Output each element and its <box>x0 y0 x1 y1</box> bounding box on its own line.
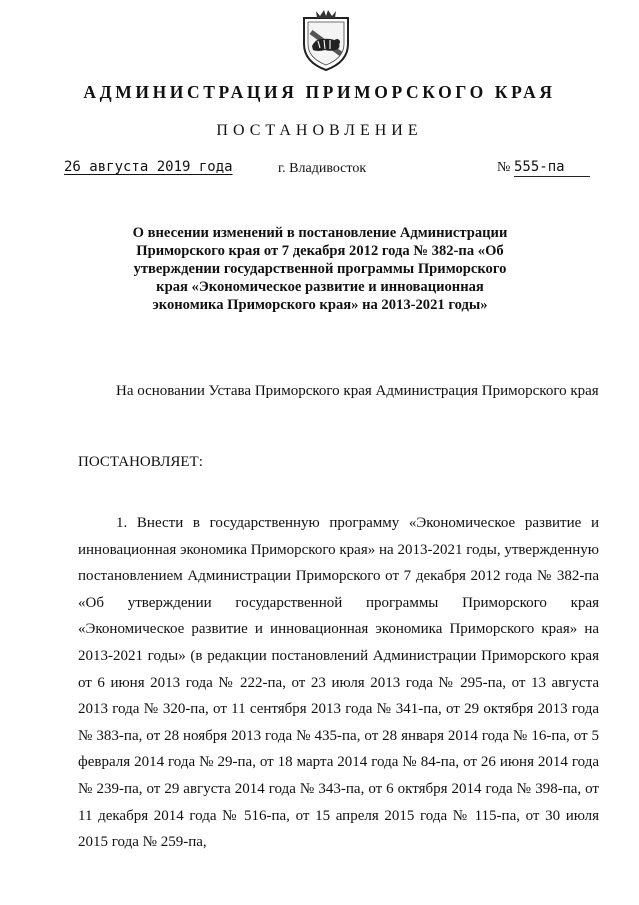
basis-paragraph: На основании Устава Приморского края Администрация Приморского края <box>116 383 599 399</box>
document-type: ПОСТАНОВЛЕНИЕ <box>216 122 423 139</box>
document-city: г. Владивосток <box>278 161 367 176</box>
item-1-paragraph: 1. Внести в государственную программу «Экономическое развитие и инновационная экономика Приморского края» на 2013-2021 годы, утвержденную постановлением Администрации Приморского от 7 декабря 2012 года № 382-па «Об утверждении государственной программы Приморского края «Экономическое развитие и инновационная экономика Приморского края» на 2013-2021 годы» (в редакции постановлений Администрации Приморского края от 6 июня 2013 года № 222-па, от 23 июля 2013 года № 295-па, от 13 августа 2013 года № 320-па, от 11 сентября 2013 года № 341-па, от 29 октября 2013 года № 383-па, от 28 ноября 2013 года № 435-па, от 28 января 2014 года № 16-па, от 5 февраля 2014 года № 29-па, от 18 марта 2014 года № 84-па, от 26 июня 2014 года № 239-па, от 29 августа 2014 года № 343-па, от 6 октября 2014 года № 398-па, от 11 декабря 2014 года № 516-па, от 15 апреля 2015 года № 115-па, от 30 июля 2015 года № 259-па, <box>78 515 599 851</box>
decree-heading: ПОСТАНОВЛЯЕТ: <box>78 454 203 470</box>
organization-title: АДМИНИСТРАЦИЯ ПРИМОРСКОГО КРАЯ <box>83 82 556 102</box>
number-label: № <box>497 160 511 175</box>
document-number: 555-па <box>514 159 590 177</box>
document-date: 26 августа 2019 года <box>64 159 233 175</box>
coat-of-arms-icon <box>298 8 354 72</box>
document-subject: О внесении изменений в постановление Администрации Приморского края от 7 декабря 2012 года № 382-па «Об утверждении государственной программы Приморского края «Экономическое развитие и инновационная экономика Приморского края» на 2013-2021 годы» <box>132 225 508 313</box>
